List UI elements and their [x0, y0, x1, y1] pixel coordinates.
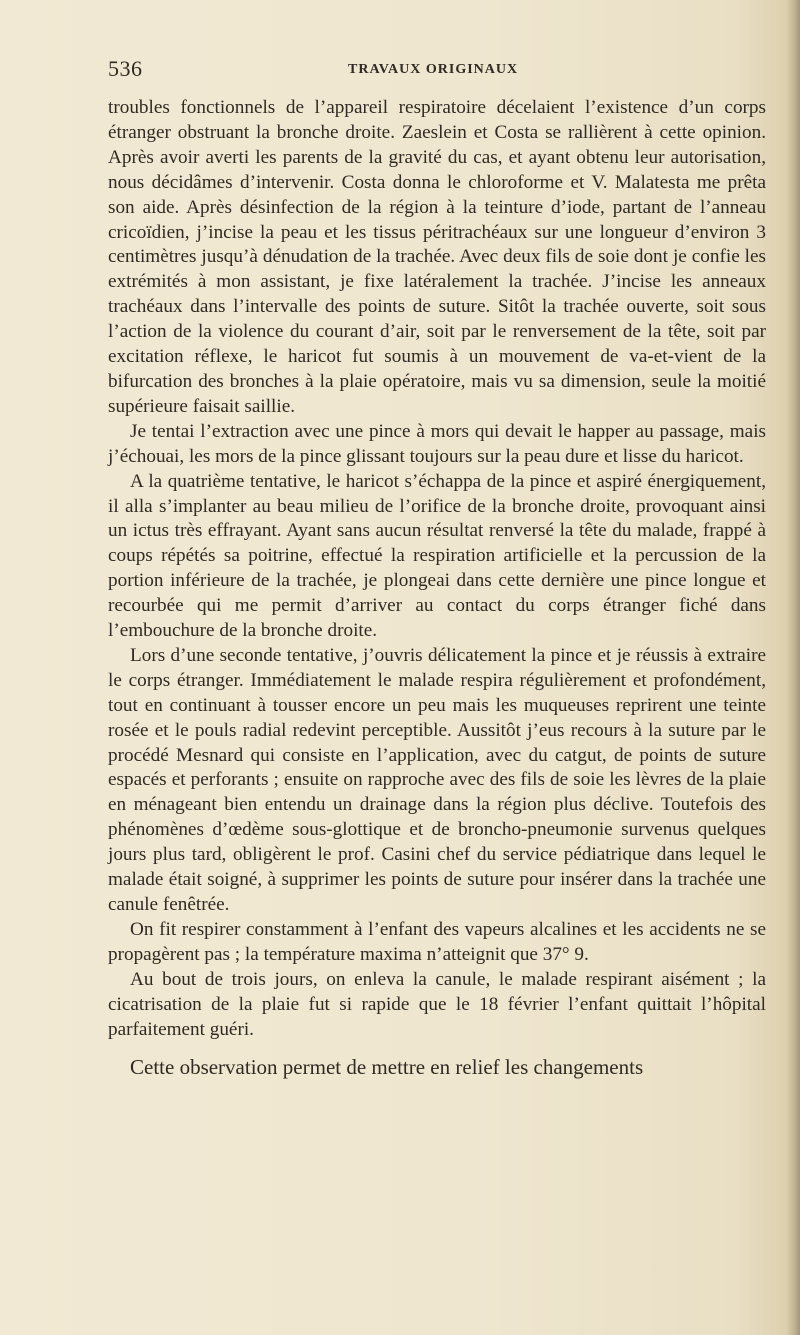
paragraph: troubles fonctionnels de l’appareil respiratoire décelaient l’existence d’un corps étranger obstruant la bronche droite. Zaeslein et Costa se rallièrent à cette opinion. Après avoir averti les parents de la gravité du cas, et ayant obtenu leur autorisation, nous décidâmes d’intervenir. Costa donna le chloroforme et V. Malatesta me prêta son aide. Après désinfection de la région à la teinture d’iode, partant de l’anneau cricoïdien, j’incise la peau et les tissus péritrachéaux sur une longueur d’environ 3 centimètres jusqu’à dénudation de la trachée. Avec deux fils de soie dont je confie les extrémités à mon assistant, je fixe latéralement la trachée. J’incise les anneaux trachéaux dans l’intervalle des points de suture. Sitôt la trachée ouverte, soit sous l’action de la violence du courant d’air, soit par le renversement de la tête, soit par excitation réflexe, le haricot fut soumis à un mouvement de va-et-vient de la bifurcation des bronches à la plaie opératoire, mais vu sa dimension, seule la moitié supérieure faisait saillie.: [108, 97, 766, 417]
page-number: 536: [108, 56, 143, 81]
paragraph: Je tentai l’extraction avec une pince à mors qui devait le happer au passage, mais j’échouai, les mors de la pince glissant toujours sur la peau dure et lisse du haricot.: [108, 420, 766, 467]
closing-line: Cette observation permet de mettre en relief les changements: [130, 1055, 644, 1080]
body-text: [108, 96, 766, 1080]
paragraph: A la quatrième tentative, le haricot s’échappa de la pince et aspiré énergiquement, il alla s’implanter au beau milieu de l’orifice de la bronche droite, provoquant ainsi un ictus très effrayant. Ayant sans aucun résultat renversé la tête du malade, frappé à coups répétés sa poitrine, effectué la respiration artificielle et la percussion de la portion inférieure de la trachée, je plongeai dans cette dernière une pince longue et recourbée qui me permit d’arriver au contact du corps étranger fiché dans l’embouchure de la bronche droite.: [108, 470, 766, 642]
running-head: TRAVAUX ORIGINAUX: [348, 62, 519, 77]
page-header: [108, 56, 763, 86]
page-edge-shadow: [786, 0, 800, 1335]
paragraph: Lors d’une seconde tentative, j’ouvris délicatement la pince et je réussis à extraire le corps étranger. Immédiatement le malade respira régulièrement et profondément, tout en continuant à tousser encore un peu mais les muqueuses reprirent une teinte rosée et le pouls radial redevint perceptible. Aussitôt j’eus recours à la suture par le procédé Mesnard qui consiste en l’application, avec du catgut, de points de suture espacés et perforants ; ensuite on rapproche avec des fils de soie les lèvres de la plaie en ménageant bien entendu un drainage dans la région plus déclive. Toutefois des phénomènes d’œdème sous-glottique et de broncho-pneumonie survenus quelques jours plus tard, obligèrent le prof. Casini chef du service pédiatrique dans lequel le malade était soigné, à supprimer les points de suture pour insérer dans la trachée une canule fenêtrée.: [108, 644, 766, 915]
paragraph: On fit respirer constamment à l’enfant des vapeurs alcalines et les accidents ne se propagèrent pas ; la température maxima n’atteignit que 37° 9.: [108, 918, 766, 965]
paragraph: Au bout de trois jours, on enleva la canule, le malade respirant aisément ; la cicatrisation de la plaie fut si rapide que le 18 février l’enfant quittait l’hôpital parfaitement guéri.: [108, 968, 766, 1040]
